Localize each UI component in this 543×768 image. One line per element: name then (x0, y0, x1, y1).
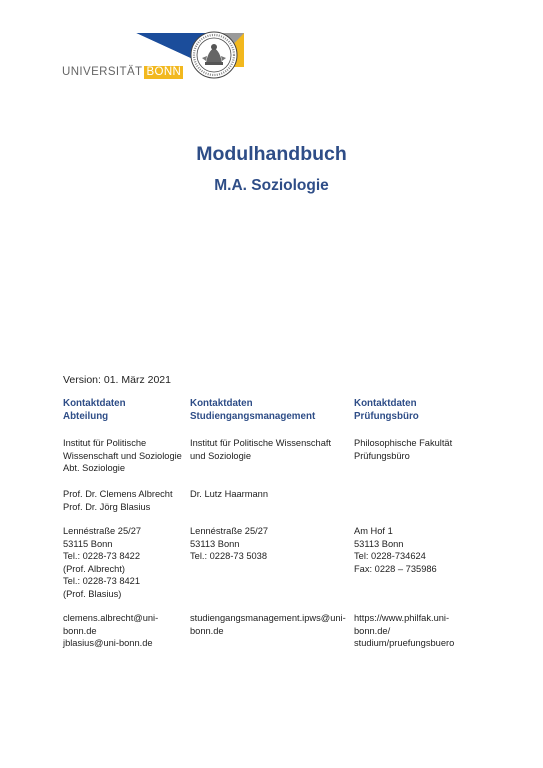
contact-address: Lennéstraße 25/27 53115 Bonn Tel.: 0228-73 8422 (Prof. Albrecht) Tel.: 0228-73 8421 (Prof. Blasius) (63, 526, 142, 599)
contact-persons: Prof. Dr. Clemens Albrecht Prof. Dr. Jörg Blasius (63, 489, 173, 512)
contact-institution: Institut für Politische Wissenschaft und Soziologie (190, 438, 332, 461)
contact-website-link[interactable]: https://www.philfak.uni- bonn.de/ studium/pruefungsbuero (354, 613, 455, 649)
contact-column-abteilung (63, 397, 187, 649)
contact-heading: Kontaktdaten Studiengangsmanagement (190, 398, 316, 422)
contact-email[interactable]: studiengangsmanagement.ipws@uni- bonn.de (190, 613, 346, 636)
contact-institution: Institut für Politische Wissenschaft und Soziologie Abt. Soziologie (63, 438, 182, 474)
contact-address: Am Hof 1 53113 Bonn Tel: 0228-734624 Fax: 0228 – 735986 (354, 526, 437, 574)
document-subtitle: M.A. Soziologie (214, 177, 329, 194)
university-seal-icon (190, 31, 238, 79)
contact-column-studiengangsmanagement (190, 397, 350, 636)
document-title: Modulhandbuch (196, 143, 347, 165)
contact-address: Lennéstraße 25/27 53113 Bonn Tel.: 0228-73 5038 (190, 526, 269, 562)
contact-heading: Kontaktdaten Abteilung (63, 398, 126, 422)
university-logo (62, 33, 182, 79)
version-date: Version: 01. März 2021 (63, 374, 171, 386)
contact-column-pruefungsbuero (354, 397, 474, 649)
university-logo-badge: BONN (146, 66, 182, 78)
contact-heading: Kontaktdaten Prüfungsbüro (354, 398, 419, 422)
contact-institution: Philosophische Fakultät Prüfungsbüro (354, 438, 453, 461)
contact-persons: Dr. Lutz Haarmann (190, 489, 269, 499)
university-logo-text: UNIVERSITÄT BONN (62, 66, 182, 78)
contact-email[interactable]: clemens.albrecht@uni- bonn.de jblasius@uni-bonn.de (63, 613, 159, 649)
